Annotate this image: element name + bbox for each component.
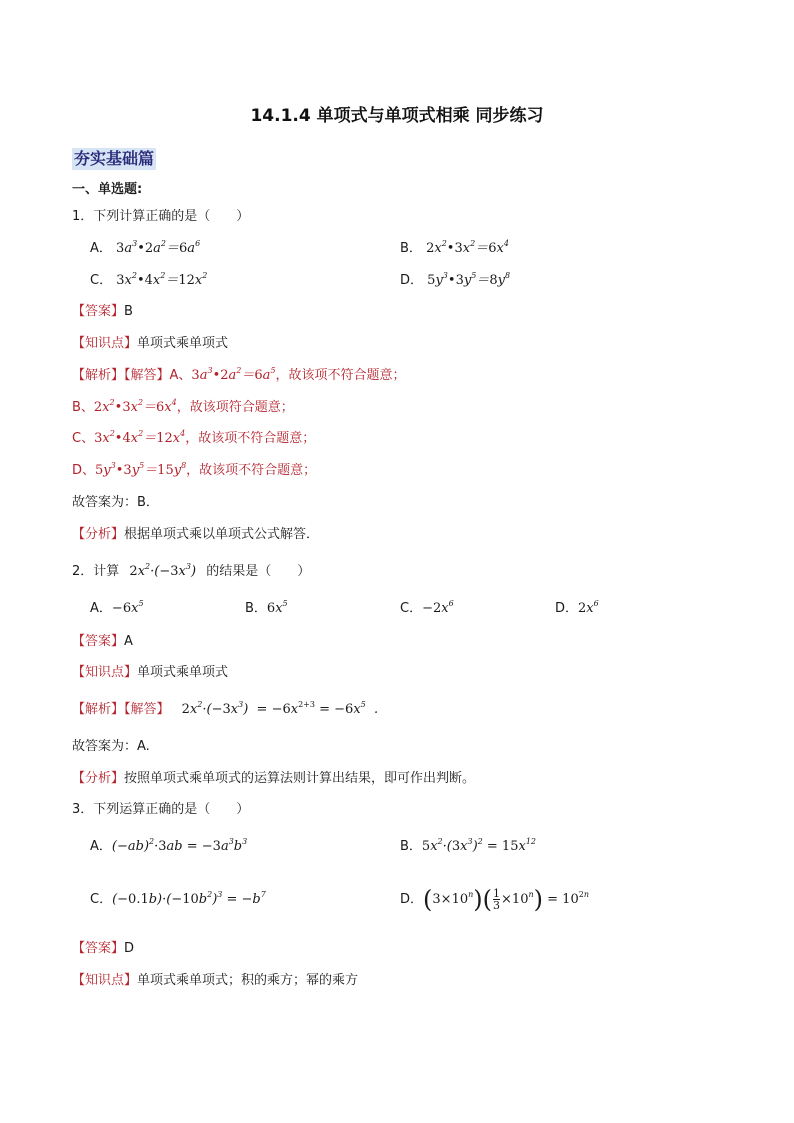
math-expression: $-6x^5$ <box>111 599 144 616</box>
q2-fenxi <box>72 770 475 788</box>
q1-fenxi <box>72 526 319 544</box>
q1-option-b <box>400 240 509 258</box>
fenxi-text: 按照单项式乘单项式的运算法则计算出结果，即可作出判断。 <box>124 771 476 786</box>
math-expression: $(-ab)^2\cdot 3ab = -3a^3b^3$ <box>111 837 248 854</box>
analysis-tag: 【解析】【解答】 <box>72 702 170 717</box>
fenxi-tag: 【分析】 <box>72 527 125 542</box>
q1-option-d <box>400 272 510 290</box>
fenxi-text: 根据单项式乘以单项式公式解答． <box>124 527 320 542</box>
q1-option-c <box>90 272 207 290</box>
option-label: D． <box>400 273 424 288</box>
math-expression: $3a^3•2a^2=6a^5$ <box>191 366 276 383</box>
section-heading: 夯实基础篇 <box>74 149 155 168</box>
q2-option-c <box>400 600 454 618</box>
q3-option-b <box>400 838 536 856</box>
part-heading: 一、单选题: <box>72 182 143 197</box>
stem-suffix: 的结果是（ ） <box>206 564 311 579</box>
q2-stem <box>72 563 310 581</box>
answer-tag: 【答案】 <box>72 941 125 956</box>
math-expression: $3x^2•4x^2=12x^4$ <box>94 429 186 446</box>
q1-knowledge-point <box>72 335 228 353</box>
option-label: A． <box>90 839 112 854</box>
q3-stem: 3．下列运算正确的是（ ） <box>72 802 250 817</box>
option-label: D． <box>400 892 424 907</box>
math-expression: $(3\times 10^n)$( $\frac{1}{3}$ $\times 10^n) = 10^{2n}$ <box>423 885 589 914</box>
q1-option-a <box>90 240 200 258</box>
kp-value: 单项式乘单项式 <box>137 665 229 680</box>
q1-analysis-c <box>72 430 315 448</box>
q2-option-b <box>245 600 288 618</box>
page-title: 14.1.4 单项式与单项式相乘 同步练习 <box>250 106 544 126</box>
kp-value: 单项式乘单项式 <box>137 336 229 351</box>
q1-analysis-a <box>72 367 406 385</box>
q2-analysis <box>72 701 378 719</box>
q1-analysis-d <box>72 462 316 480</box>
math-expression: $2x^2•3x^2=6x^4$ <box>93 398 177 415</box>
math-expression: $5x^2\cdot(3x^3)^2 = 15x^{12}$ <box>421 837 536 854</box>
answer-tag: 【答案】 <box>72 304 125 319</box>
q1-stem: 1．下列计算正确的是（ ） <box>72 209 250 224</box>
q1-conclusion: 故答案为：B． <box>72 495 159 510</box>
q3-option-c <box>90 891 266 909</box>
answer-value: D <box>124 941 135 956</box>
kp-value: 单项式乘单项式；积的乘方；幂的乘方 <box>137 973 359 988</box>
math-expression: $2x^2\cdot(-3x^3)$ <box>129 562 197 579</box>
option-label: D． <box>555 601 579 616</box>
math-expression: $(-0.1b)\cdot(-10b^2)^3 = -b^7$ <box>112 890 266 907</box>
math-expression: $2x^6$ <box>578 599 599 616</box>
math-expression: $3x^2•4x^2=12x^2$ <box>116 271 208 288</box>
analysis-text: ，故该项不符合题意； <box>186 463 317 478</box>
q2-answer <box>72 633 133 651</box>
math-expression: $2x^2•3x^2=6x^4$ <box>426 239 509 256</box>
answer-value: A <box>124 634 133 649</box>
option-label: A． <box>90 241 112 256</box>
fenxi-tag: 【分析】 <box>72 771 125 786</box>
math-expression: $5y^3•3y^5=8y^8$ <box>427 271 511 288</box>
option-label: B． <box>400 241 422 256</box>
analysis-text: ，故该项符合题意； <box>176 400 294 415</box>
option-label: B． <box>400 839 422 854</box>
option-label: A． <box>90 601 112 616</box>
kp-tag: 【知识点】 <box>72 336 138 351</box>
analysis-text: ，故该项不符合题意； <box>185 431 316 446</box>
q3-option-a <box>90 838 247 856</box>
q3-answer <box>72 940 134 958</box>
math-expression: $2x^2\cdot(-3x^3) = -6x^{2+3} = -6x^5$ . <box>181 700 379 717</box>
q2-knowledge-point <box>72 664 228 682</box>
option-label: C． <box>400 601 423 616</box>
q3-knowledge-point <box>72 972 358 990</box>
q1-answer <box>72 303 133 321</box>
q2-option-a <box>90 600 144 618</box>
q2-conclusion: 故答案为：A. <box>72 739 150 754</box>
math-expression: $6x^5$ <box>266 599 288 616</box>
math-expression: $-2x^6$ <box>422 599 454 616</box>
q3-option-d <box>400 884 589 916</box>
stem-prefix: 2．计算 <box>72 564 120 579</box>
q1-analysis-b <box>72 399 294 417</box>
option-label: C． <box>90 892 113 907</box>
analysis-tag: 【解析】【解答】 <box>72 368 170 383</box>
q2-option-d <box>555 600 599 618</box>
math-expression: $3a^3•2a^2=6a^6$ <box>116 239 201 256</box>
option-label: B． <box>245 601 267 616</box>
kp-tag: 【知识点】 <box>72 665 138 680</box>
fraction: $\frac{1}{3}$ <box>493 887 501 912</box>
analysis-text: ，故该项不符合题意； <box>275 368 406 383</box>
analysis-label: D、 <box>72 463 96 478</box>
answer-tag: 【答案】 <box>72 634 125 649</box>
kp-tag: 【知识点】 <box>72 973 138 988</box>
answer-value: B <box>124 304 133 319</box>
option-label: C． <box>90 273 113 288</box>
analysis-label: A、 <box>169 368 192 383</box>
analysis-label: B、 <box>72 400 94 415</box>
math-expression: $5y^3•3y^5=15y^8$ <box>95 461 187 478</box>
analysis-label: C、 <box>72 431 95 446</box>
